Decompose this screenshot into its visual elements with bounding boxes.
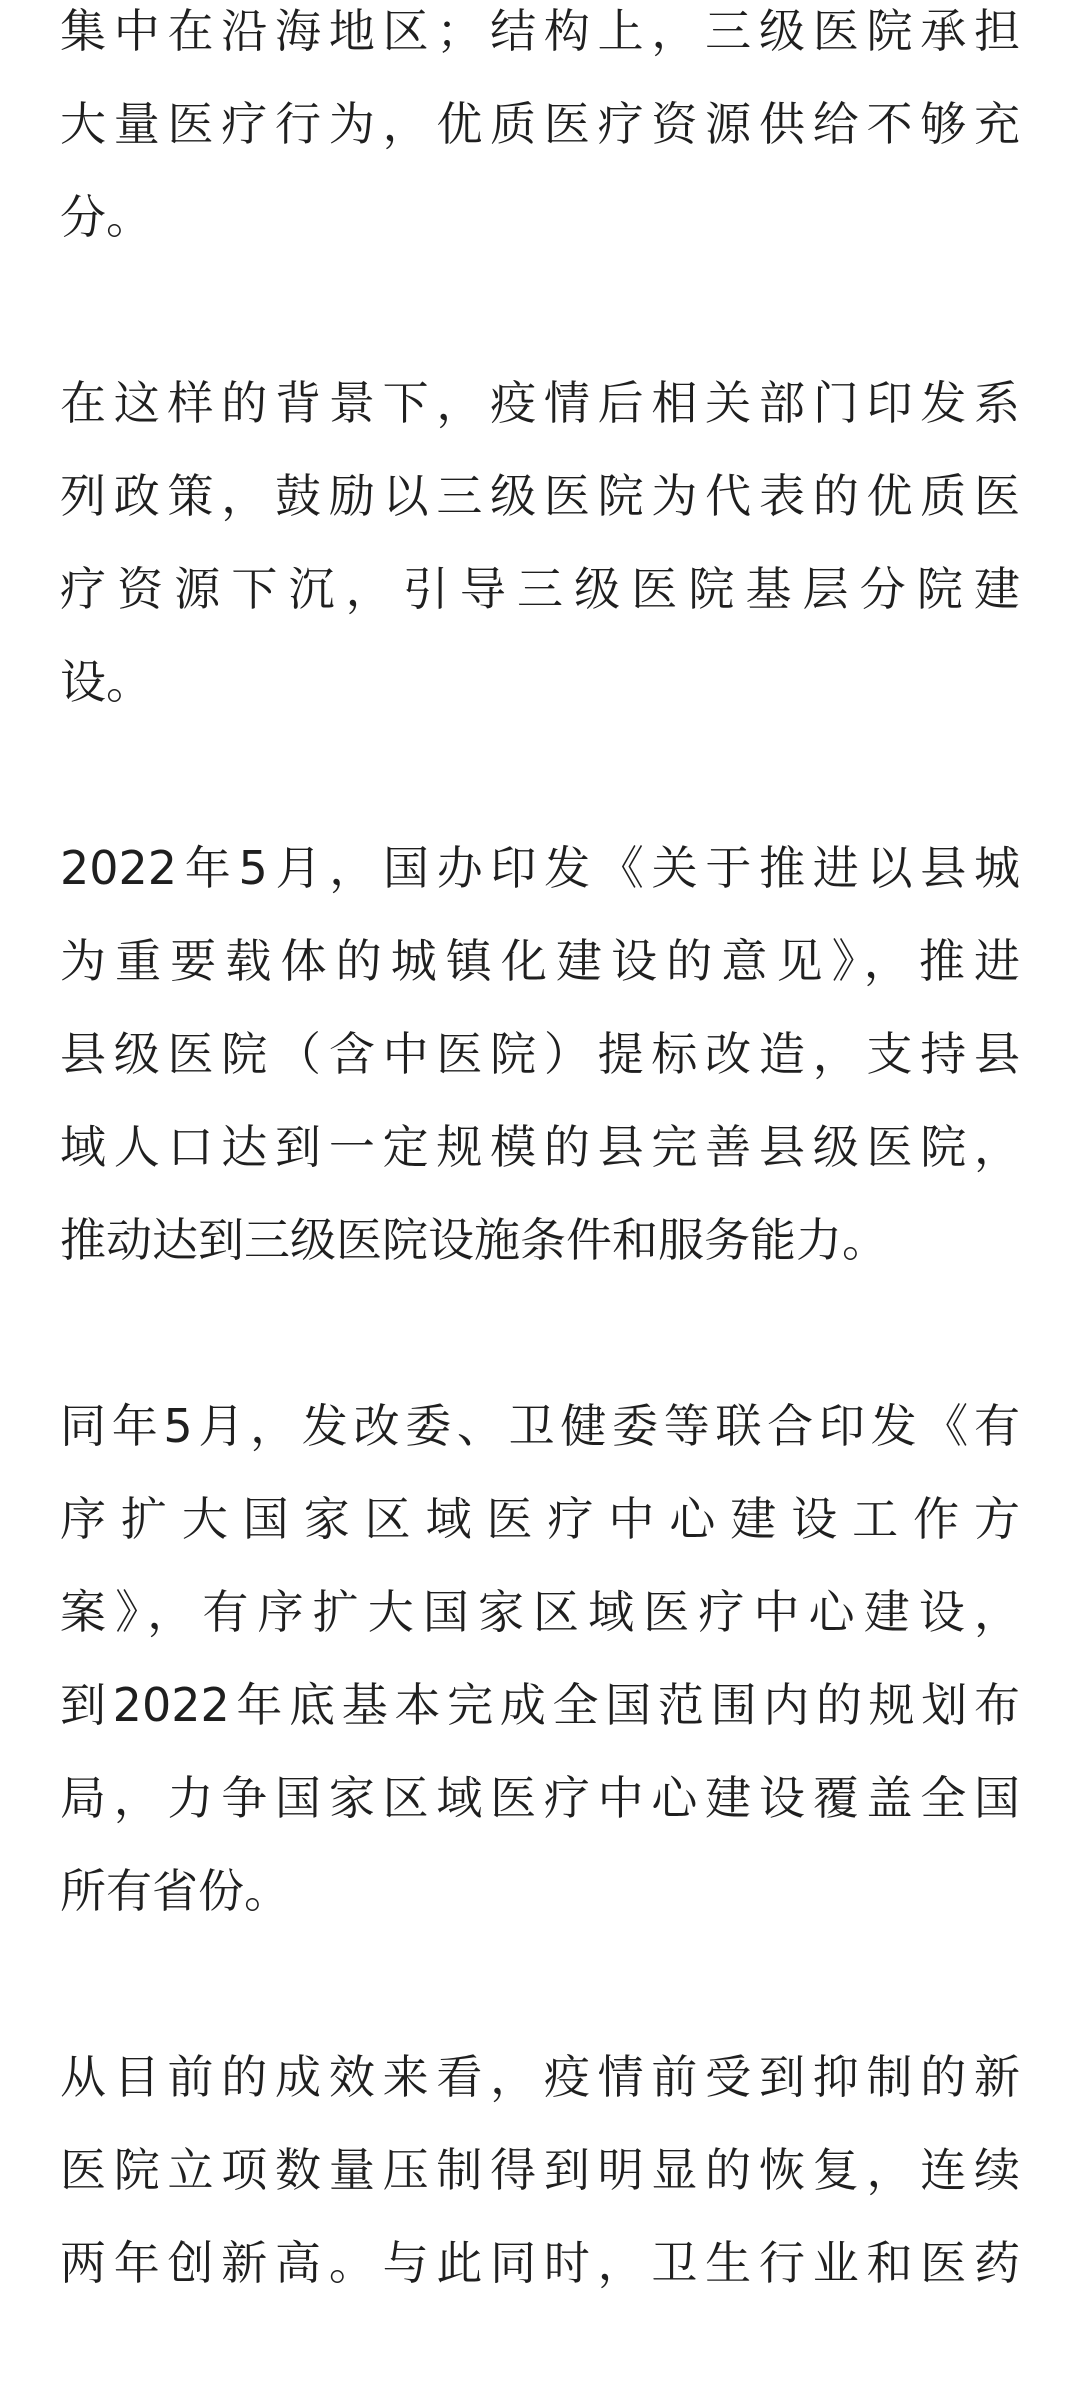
text-line: 域人口达到一定规模的县完善县级医院， [60, 1120, 1020, 1174]
text-line: 序扩大国家区域医疗中心建设工作方 [60, 1492, 1020, 1546]
text-line: 案》，有序扩大国家区域医疗中心建设， [60, 1585, 1020, 1639]
text-line: 在这样的背景下，疫情后相关部门印发系 [60, 376, 1020, 430]
text-line: 局，力争国家区域医疗中心建设覆盖全国 [60, 1771, 1020, 1825]
text-line: 为重要载体的城镇化建设的意见》，推进 [60, 934, 1020, 988]
paragraph-1 [60, 0, 1020, 264]
text-line: 医院立项数量压制得到明显的恢复，连续 [60, 2143, 1020, 2197]
paragraph-3 [60, 822, 1020, 1287]
text-line: 2022年5月，国办印发《关于推进以县城 [60, 841, 1020, 895]
paragraph-2 [60, 357, 1020, 729]
text-line: 两年创新高。与此同时，卫生行业和医药 [60, 2236, 1020, 2290]
text-line: 从目前的成效来看，疫情前受到抑制的新 [60, 2050, 1020, 2104]
paragraph-5 [60, 2031, 1020, 2310]
text-line: 列政策，鼓励以三级医院为代表的优质医 [60, 469, 1020, 523]
text-line: 推动达到三级医院设施条件和服务能力。 [60, 1213, 888, 1267]
text-line: 县级医院（含中医院）提标改造，支持县 [60, 1027, 1020, 1081]
text-line: 同年5月，发改委、卫健委等联合印发《有 [60, 1399, 1020, 1453]
text-line: 大量医疗行为，优质医疗资源供给不够充 [60, 97, 1020, 151]
text-line: 到2022年底基本完成全国范围内的规划布 [60, 1678, 1020, 1732]
article-body [60, 0, 1020, 2403]
paragraph-4 [60, 1380, 1020, 1938]
text-line: 分。 [60, 190, 152, 244]
text-line: 疗资源下沉，引导三级医院基层分院建 [60, 562, 1020, 616]
text-line: 设。 [60, 655, 152, 709]
text-line: 集中在沿海地区；结构上，三级医院承担 [60, 4, 1020, 58]
text-line: 所有省份。 [60, 1864, 290, 1918]
